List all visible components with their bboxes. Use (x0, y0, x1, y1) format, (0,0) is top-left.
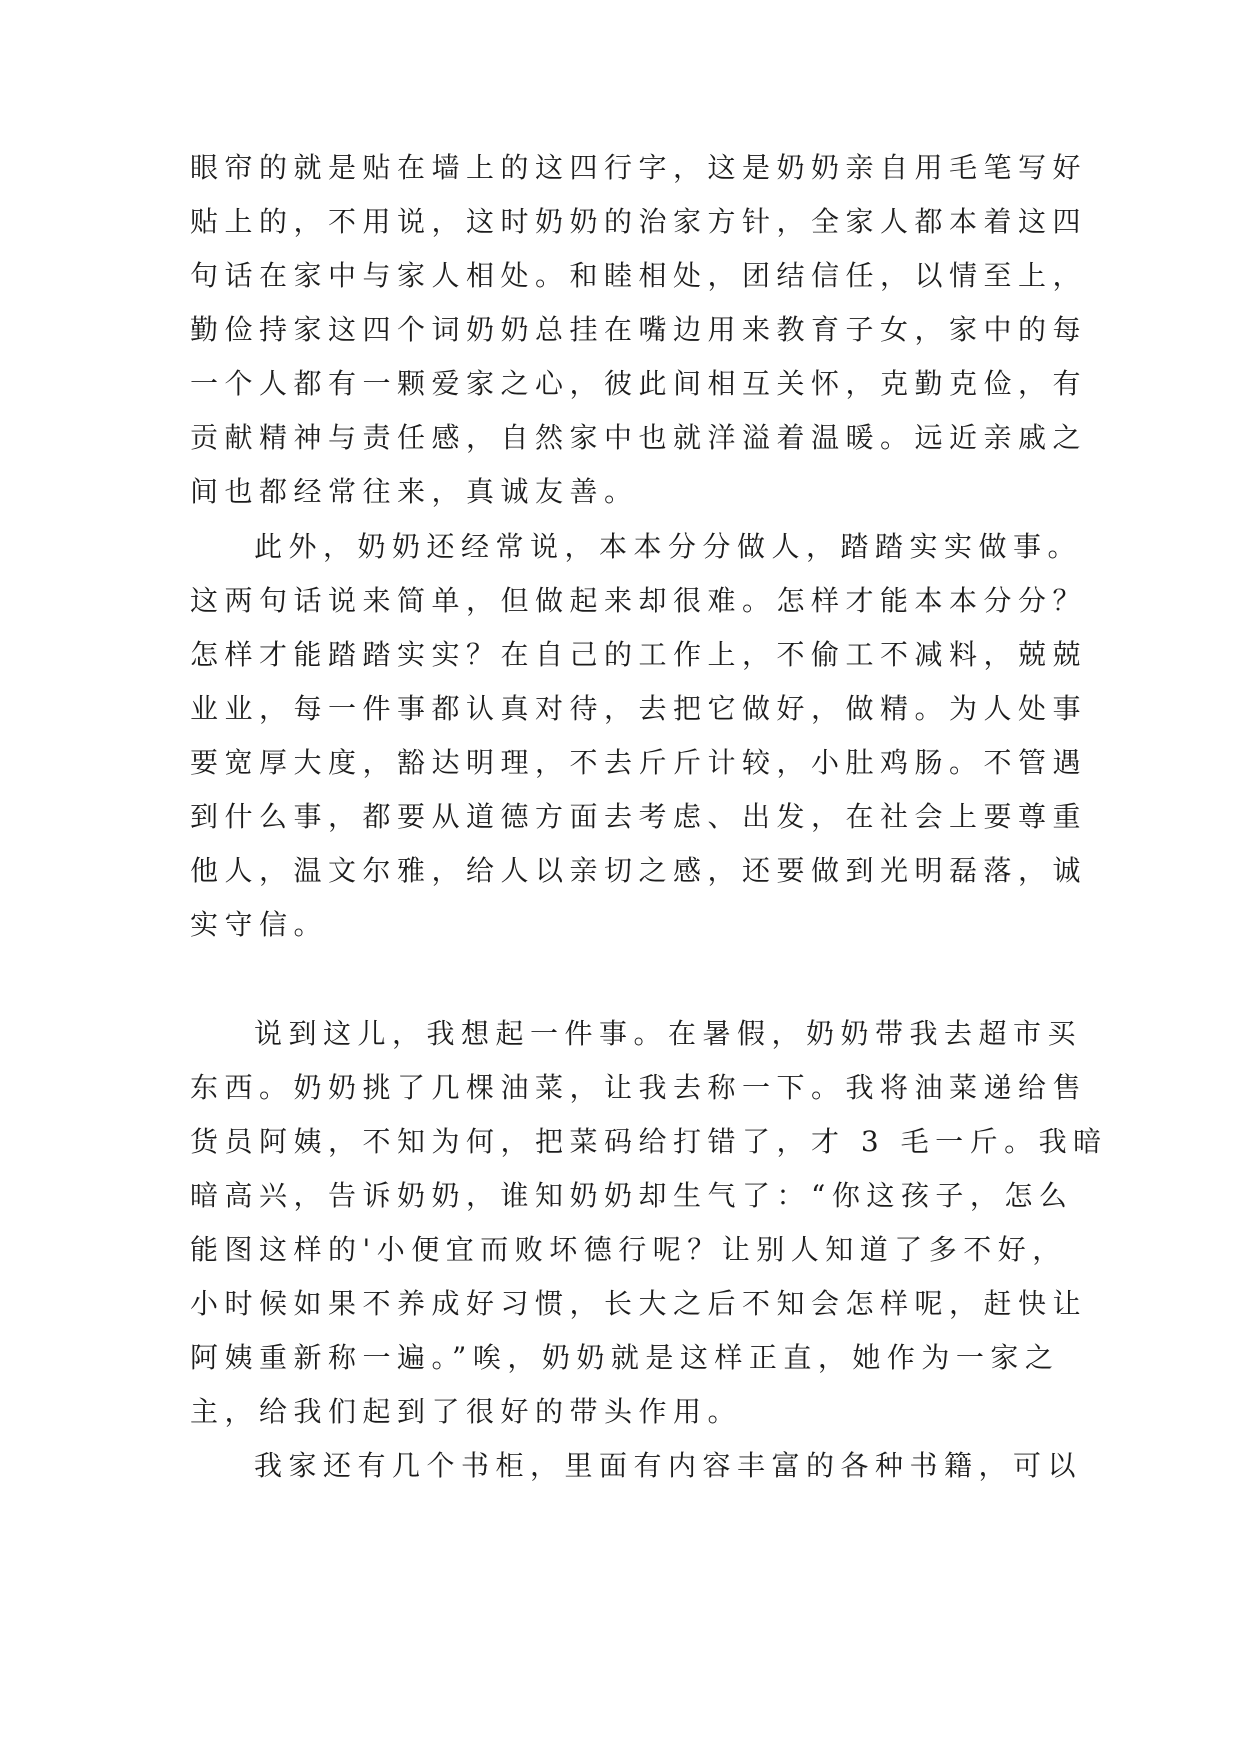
paragraph-first-line: 我家还有几个书柜，里面有内容丰富的各种书籍，可以 (254, 1449, 1083, 1482)
text-line: 到什么事，都要从道德方面去考虑、出发，在社会上要尊重 (190, 800, 1088, 833)
text-line: 这两句话说来简单，但做起来却很难。怎样才能本本分分？ (190, 584, 1088, 617)
text-line: 他人，温文尔雅，给人以亲切之感，还要做到光明磊落，诚 (190, 854, 1088, 887)
text-line: 眼帘的就是贴在墙上的这四行字，这是奶奶亲自用毛笔写好 (190, 151, 1088, 184)
text-line: 阿姨重新称一遍。”唉，奶奶就是这样正直，她作为一家之 (190, 1341, 1060, 1374)
text-line: 货员阿姨，不知为何，把菜码给打错了，才 3 毛一斤。我暗 (190, 1125, 1108, 1158)
text-line: 东西。奶奶挑了几棵油菜，让我去称一下。我将油菜递给售 (190, 1071, 1088, 1104)
text-line: 小时候如果不养成好习惯，长大之后不知会怎样呢，赶快让 (190, 1287, 1088, 1320)
text-line: 怎样才能踏踏实实？在自己的工作上，不偷工不减料，兢兢 (190, 638, 1088, 671)
text-line: 暗高兴，告诉奶奶，谁知奶奶却生气了：“你这孩子，怎么 (190, 1179, 1074, 1212)
text-line: 主，给我们起到了很好的带头作用。 (190, 1395, 743, 1428)
text-line: 贴上的，不用说，这时奶奶的治家方针，全家人都本着这四 (190, 205, 1088, 238)
paragraph-first-line: 此外，奶奶还经常说，本本分分做人，踏踏实实做事。 (254, 530, 1083, 563)
text-line: 句话在家中与家人相处。和睦相处，团结信任，以情至上， (190, 259, 1088, 292)
text-line: 要宽厚大度，豁达明理，不去斤斤计较，小肚鸡肠。不管遇 (190, 746, 1088, 779)
paragraph-first-line: 说到这儿，我想起一件事。在暑假，奶奶带我去超市买 (254, 1017, 1083, 1050)
text-line: 勤俭持家这四个词奶奶总挂在嘴边用来教育子女，家中的每 (190, 313, 1088, 346)
text-line: 业业，每一件事都认真对待，去把它做好，做精。为人处事 (190, 692, 1088, 725)
text-line: 实守信。 (190, 908, 329, 941)
text-line: 一个人都有一颗爱家之心，彼此间相互关怀，克勤克俭，有 (190, 367, 1088, 400)
text-line: 贡献精神与责任感，自然家中也就洋溢着温暖。远近亲戚之 (190, 421, 1088, 454)
text-line: 能图这样的'小便宜而败坏德行呢？让别人知道了多不好， (190, 1233, 1067, 1266)
text-line: 间也都经常往来，真诚友善。 (190, 475, 639, 508)
